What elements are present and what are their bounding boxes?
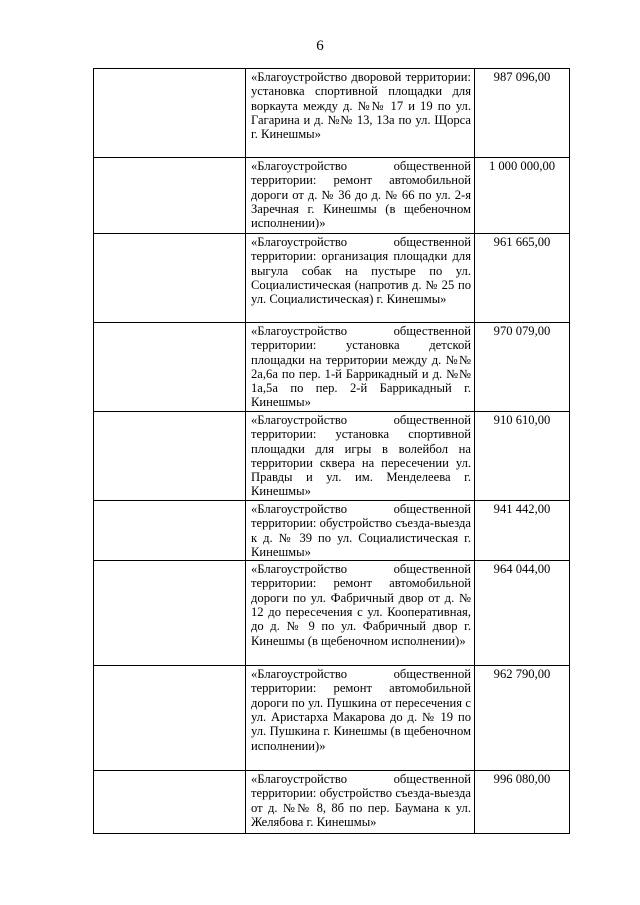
- project-description: «Благоустройство общественной территории: установка спортивной площадки для игры в волейбол на территории сквера на пересечении ул. Правды и ул. им. Менделеева г. Кинешмы»: [246, 412, 475, 501]
- empty-cell: [94, 234, 246, 323]
- project-amount: 910 610,00: [475, 412, 570, 501]
- project-amount: 996 080,00: [475, 771, 570, 834]
- table-row: [94, 69, 570, 158]
- project-amount: 970 079,00: [475, 323, 570, 412]
- project-description: «Благоустройство общественной территории: ремонт автомобильной дороги по ул. Фабричный двор от д. № 12 до пересечения с ул. Кооперативная, до д. № 9 по ул. Фабричный двор г. Кинешмы (в щебеночном исполнении)»: [246, 561, 475, 666]
- empty-cell: [94, 666, 246, 771]
- project-amount: 941 442,00: [475, 501, 570, 561]
- project-description: «Благоустройство общественной территории: организация площадки для выгула собак на пустыре по ул. Социалистическая (напротив д. № 25 по ул. Социалистическая) г. Кинешмы»: [246, 234, 475, 323]
- project-amount: 964 044,00: [475, 561, 570, 666]
- table-row: [94, 771, 570, 834]
- project-description: «Благоустройство общественной территории: обустройство съезда-выезда от д. №№ 8, 8б по пер. Баумана к ул. Желябова г. Кинешмы»: [246, 771, 475, 834]
- empty-cell: [94, 412, 246, 501]
- project-description: «Благоустройство общественной территории: ремонт автомобильной дороги от д. № 36 до д. № 66 по ул. 2-я Заречная г. Кинешмы (в щебеночном исполнении)»: [246, 158, 475, 234]
- empty-cell: [94, 561, 246, 666]
- table-row: [94, 501, 570, 561]
- project-amount: 987 096,00: [475, 69, 570, 158]
- table-row: [94, 234, 570, 323]
- project-description: «Благоустройство общественной территории: установка детской площадки на территории между д. №№ 2а,6а по пер. 1-й Баррикадный и д. №№ 1а,5а по пер. 2-й Баррикадный г. Кинешмы»: [246, 323, 475, 412]
- project-amount: 1 000 000,00: [475, 158, 570, 234]
- empty-cell: [94, 69, 246, 158]
- projects-table: [93, 68, 570, 834]
- page-number: 6: [316, 38, 324, 54]
- empty-cell: [94, 158, 246, 234]
- table-row: [94, 158, 570, 234]
- empty-cell: [94, 771, 246, 834]
- project-description: «Благоустройство общественной территории: ремонт автомобильной дороги по ул. Пушкина от пересечения с ул. Аристарха Макарова до д. № 19 по ул. Пушкина г. Кинешмы (в щебеночном исполнении)»: [246, 666, 475, 771]
- empty-cell: [94, 501, 246, 561]
- empty-cell: [94, 323, 246, 412]
- projects-table-body: [94, 69, 570, 834]
- project-amount: 962 790,00: [475, 666, 570, 771]
- project-description: «Благоустройство дворовой территории: установка спортивной площадки для воркаута между д. №№ 17 и 19 по ул. Гагарина и д. №№ 13, 13а по ул. Щорса г. Кинешмы»: [246, 69, 475, 158]
- table-row: [94, 412, 570, 501]
- project-description: «Благоустройство общественной территории: обустройство съезда-выезда к д. № 39 по ул. Социалистическая г. Кинешмы»: [246, 501, 475, 561]
- table-row: [94, 666, 570, 771]
- table-row: [94, 561, 570, 666]
- table-row: [94, 323, 570, 412]
- project-amount: 961 665,00: [475, 234, 570, 323]
